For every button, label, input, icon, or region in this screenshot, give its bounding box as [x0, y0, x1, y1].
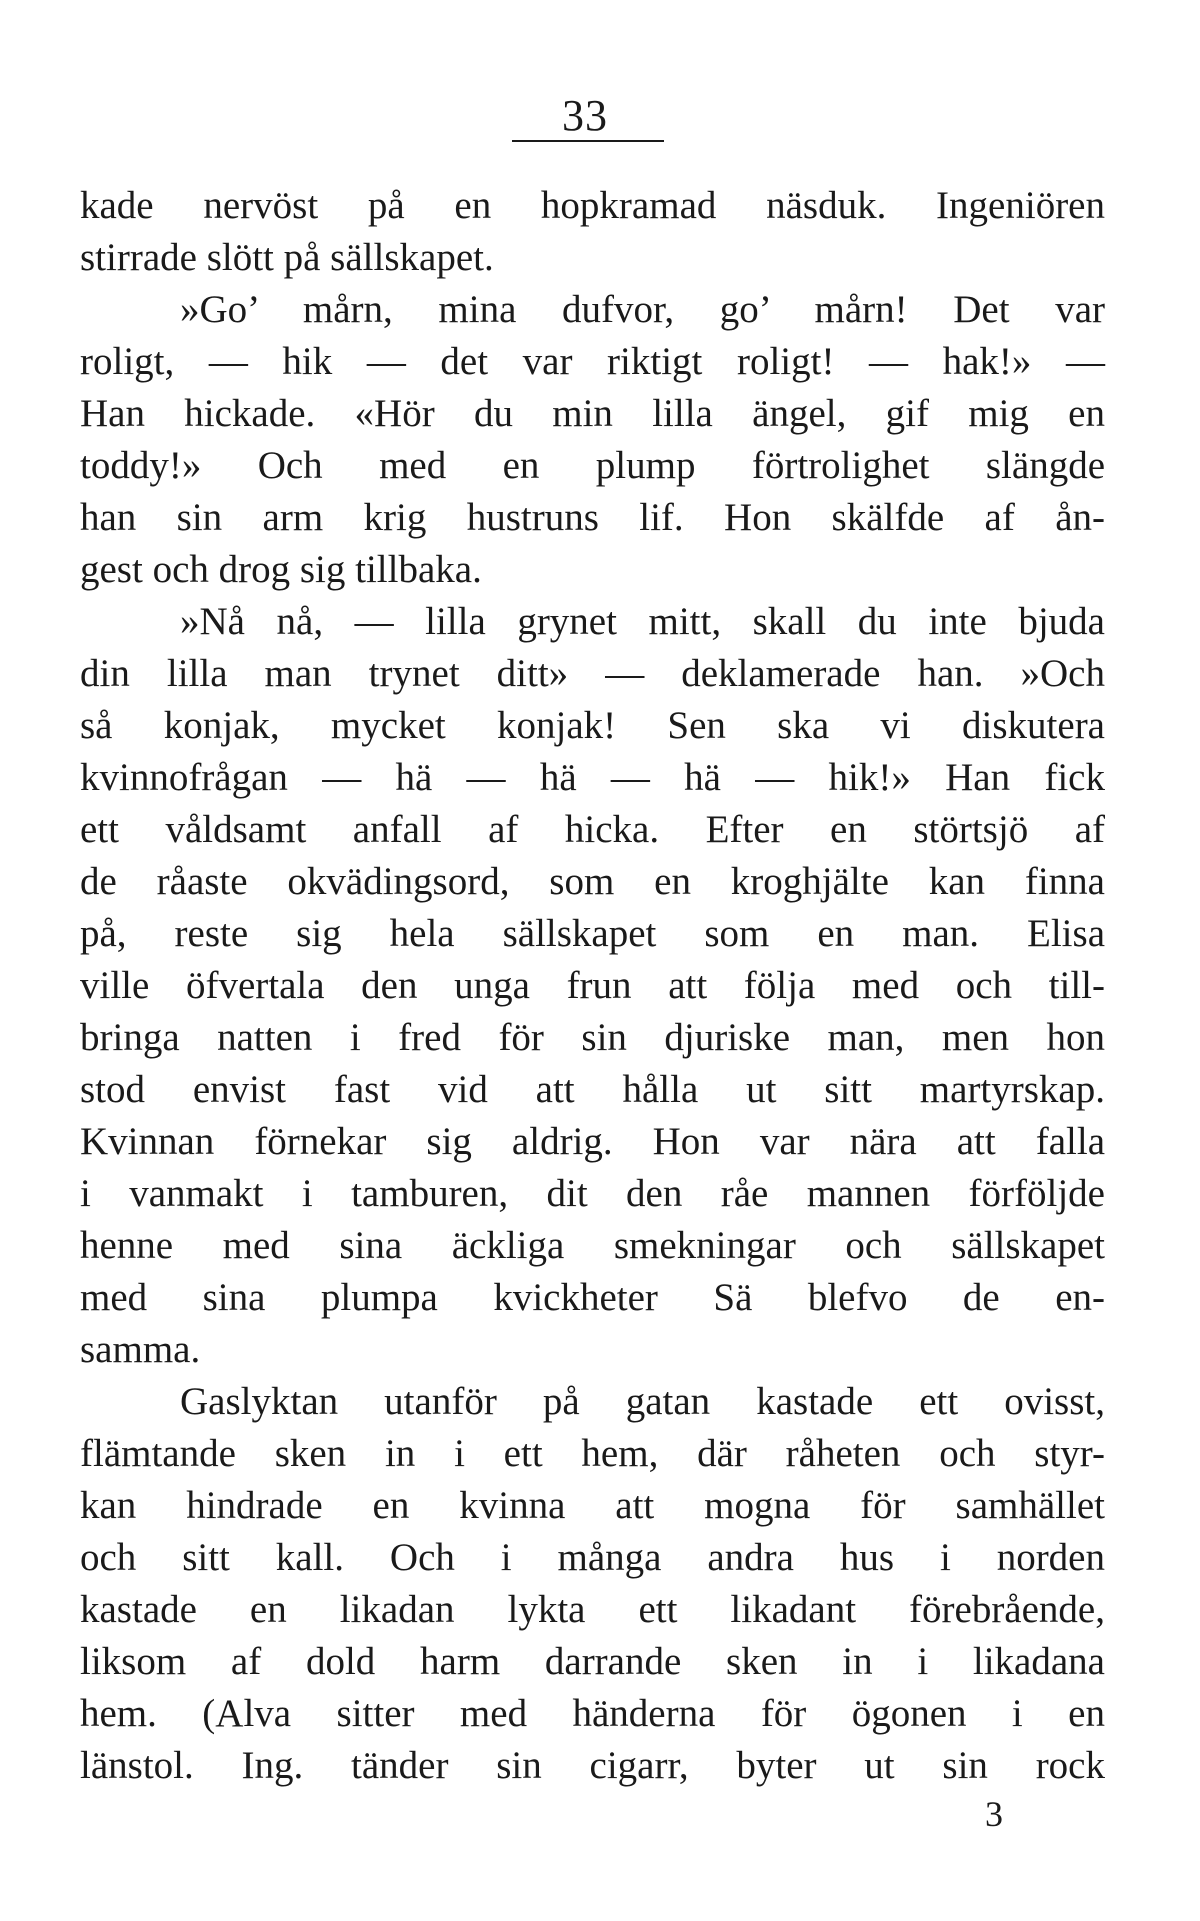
text-line: så konjak, mycket konjak! Sen ska vi diskutera: [80, 704, 1105, 747]
text-line: henne med sina äckliga smekningar och sällskapet: [80, 1224, 1105, 1267]
text-line: kastade en likadan lykta ett likadant förebrående,: [80, 1588, 1105, 1631]
text-line: hem. (Alva sitter med händerna för ögonen i en: [80, 1692, 1105, 1735]
text-line: din lilla man trynet ditt» — deklamerade han. »Och: [80, 652, 1105, 695]
text-line: gest och drog sig tillbaka.: [80, 548, 482, 591]
text-line: på, reste sig hela sällskapet som en man. Elisa: [80, 912, 1105, 955]
text-line: han sin arm krig hustruns lif. Hon skälfde af ån-: [80, 496, 1105, 539]
text-line: Gaslyktan utanför på gatan kastade ett ovisst,: [180, 1380, 1105, 1423]
text-line: kade nervöst på en hopkramad näsduk. Ingeniören: [80, 184, 1105, 227]
body-text: [80, 180, 1105, 1792]
text-line: kvinnofrågan — hä — hä — hä — hik!» Han fick: [80, 756, 1105, 799]
text-line: stirrade slött på sällskapet.: [80, 236, 494, 279]
text-line: med sina plumpa kvickheter Sä blefvo de en-: [80, 1276, 1105, 1319]
text-line: i vanmakt i tamburen, dit den råe mannen förföljde: [80, 1172, 1105, 1215]
text-line: »Nå nå, — lilla grynet mitt, skall du inte bjuda: [180, 600, 1105, 643]
page-number-underline: [512, 140, 664, 142]
text-line: kan hindrade en kvinna att mogna för samhället: [80, 1484, 1105, 1527]
text-line: toddy!» Och med en plump förtrolighet slängde: [80, 444, 1105, 487]
text-line: stod envist fast vid att hålla ut sitt martyrskap.: [80, 1068, 1105, 1111]
text-line: bringa natten i fred för sin djuriske man, men hon: [80, 1016, 1105, 1059]
text-line: och sitt kall. Och i många andra hus i norden: [80, 1536, 1105, 1579]
text-line: liksom af dold harm darrande sken in i likadana: [80, 1640, 1105, 1683]
text-line: Han hickade. «Hör du min lilla ängel, gif mig en: [80, 392, 1105, 435]
text-line: »Go’ mårn, mina dufvor, go’ mårn! Det var: [180, 288, 1105, 331]
text-line: ett våldsamt anfall af hicka. Efter en störtsjö af: [80, 808, 1105, 851]
text-line: samma.: [80, 1328, 201, 1371]
text-line: de råaste okvädingsord, som en kroghjälte kan finna: [80, 860, 1105, 903]
page-number: 33: [562, 91, 608, 140]
text-line: länstol. Ing. tänder sin cigarr, byter ut sin rock: [80, 1744, 1105, 1787]
text-line: flämtande sken in i ett hem, där råheten och styr-: [80, 1432, 1105, 1475]
text-line: roligt, — hik — det var riktigt roligt! — hak!» —: [80, 340, 1105, 383]
text-line: ville öfvertala den unga frun att följa med och till-: [80, 964, 1105, 1007]
signature-mark: 3: [985, 1794, 1003, 1834]
text-line: Kvinnan förnekar sig aldrig. Hon var nära att falla: [80, 1120, 1105, 1163]
